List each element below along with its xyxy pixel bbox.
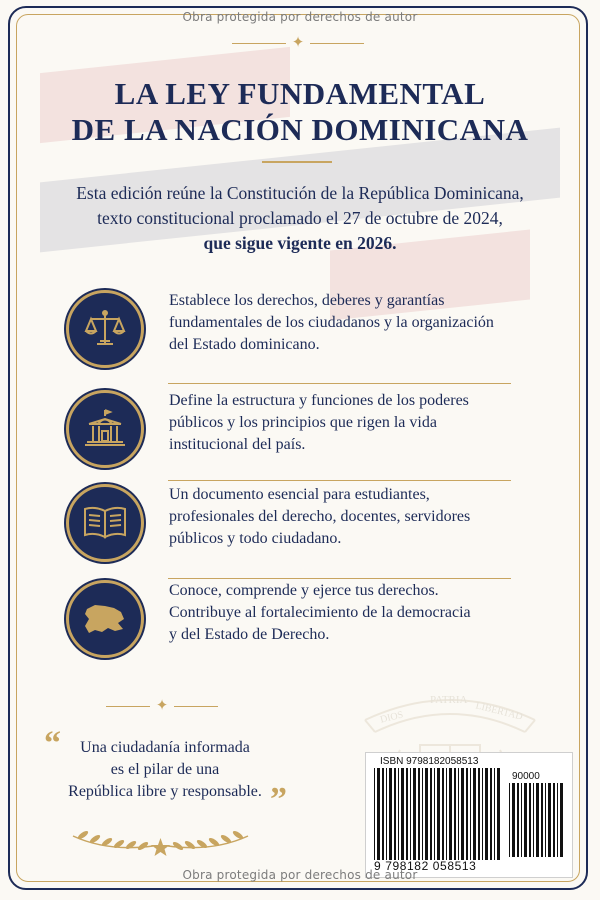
barcode-bar — [509, 783, 510, 857]
open-book-icon — [82, 503, 128, 543]
intro-highlight: que sigue vigente en 2026. — [203, 233, 397, 253]
barcode-bar — [485, 768, 488, 860]
feature-icon-circle — [66, 484, 144, 562]
title-line-2: DE LA NACIÓN DOMINICANA — [71, 112, 529, 147]
feature-icon-circle — [66, 580, 144, 658]
barcode-bar — [425, 768, 428, 860]
diamond-ornament-icon: ✦ — [155, 698, 169, 714]
quote-text: Una ciudadanía informada es el pilar de una República libre y responsable. — [68, 739, 262, 800]
title-line-1: LA LEY FUNDAMENTAL — [114, 76, 486, 111]
barcode-addon-bars — [509, 783, 565, 857]
barcode-bar — [524, 783, 527, 857]
feature-icon-circle — [66, 390, 144, 468]
seal-word-patria: PATRIA — [430, 694, 468, 706]
open-quote-mark: “ — [44, 725, 61, 762]
intro-line-2: texto constitucional proclamado el 27 de octubre de 2024, — [97, 208, 503, 228]
barcode-bar — [533, 783, 534, 857]
barcode-bar — [389, 768, 392, 860]
barcode-bar — [437, 768, 440, 860]
feature-icon-circle — [66, 290, 144, 368]
dominican-map-icon — [81, 599, 129, 639]
feature-text: Define la estructura y funciones de los poderes públicos y los principios que rigen la vida institucional del país. — [169, 392, 469, 453]
barcode-bar — [454, 768, 456, 860]
feature-item-rights — [66, 290, 516, 368]
feature-item-audience — [66, 484, 516, 562]
laurel-star-icon — [68, 818, 253, 858]
barcode-bar — [497, 768, 500, 860]
barcode-bar — [461, 768, 464, 860]
barcode-bar — [517, 783, 519, 857]
barcode-bar — [446, 768, 447, 860]
barcode-bar — [422, 768, 423, 860]
barcode-bar — [413, 768, 416, 860]
barcode-bar — [494, 768, 495, 860]
price-code: 90000 — [512, 771, 540, 782]
barcode-bar — [560, 783, 563, 857]
top-ornament — [228, 36, 368, 51]
feature-divider — [168, 480, 511, 481]
barcode-bar — [374, 768, 375, 860]
barcode-bar — [398, 768, 399, 860]
feature-divider — [168, 383, 511, 384]
seal-word-dios: DIOS — [379, 709, 405, 726]
intro-line-1: Esta edición reúne la Constitución de la República Dominicana, — [76, 183, 524, 203]
isbn-barcode — [365, 752, 573, 878]
barcode-bar — [521, 783, 522, 857]
copyright-watermark-bottom: Obra protegida por derechos de autor — [182, 868, 418, 882]
barcode-bar — [430, 768, 432, 860]
government-building-icon — [83, 407, 127, 451]
barcode-bar — [470, 768, 471, 860]
barcode-bar — [478, 768, 480, 860]
barcode-bar — [466, 768, 468, 860]
barcode-bar — [536, 783, 539, 857]
barcode-bar — [490, 768, 492, 860]
barcode-bar — [401, 768, 404, 860]
barcode-bar — [386, 768, 387, 860]
page-title — [0, 76, 600, 148]
close-quote-mark: ” — [270, 781, 287, 818]
barcode-bar — [434, 768, 435, 860]
barcode-bar — [406, 768, 408, 860]
intro-paragraph — [30, 181, 570, 256]
scales-of-justice-icon — [83, 307, 127, 351]
title-underline — [262, 161, 332, 163]
barcode-digits: 9 798182 058513 — [374, 859, 477, 873]
barcode-bar — [545, 783, 546, 857]
barcode-bar — [410, 768, 411, 860]
feature-item-citizenship — [66, 580, 516, 658]
feature-item-structure — [66, 390, 516, 468]
barcode-bar — [442, 768, 444, 860]
isbn-label: ISBN 9798182058513 — [380, 756, 479, 767]
barcode-bar — [449, 768, 452, 860]
barcode-bar — [541, 783, 543, 857]
feature-text: Conoce, comprende y ejerce tus derechos. Contribuye al fortalecimiento de la democracia y del Estado de Derecho. — [169, 582, 471, 643]
copyright-watermark-top: Obra protegida por derechos de autor — [182, 10, 418, 24]
barcode-bar — [458, 768, 459, 860]
quote-ornament — [100, 699, 224, 714]
diamond-ornament-icon: ✦ — [291, 35, 305, 51]
feature-divider — [168, 578, 511, 579]
feature-text: Establece los derechos, deberes y garantías fundamentales de los ciudadanos y la organización del Estado dominicano. — [169, 292, 494, 353]
barcode-bar — [557, 783, 558, 857]
barcode-bar — [482, 768, 483, 860]
barcode-bar — [512, 783, 515, 857]
barcode-bar — [553, 783, 555, 857]
feature-text: Un documento esencial para estudiantes, profesionales del derecho, docentes, servidores públicos y todo ciudadano. — [169, 486, 471, 547]
barcode-bar — [548, 783, 551, 857]
seal-word-libertad: LIBERTAD — [474, 700, 524, 723]
barcode-bars — [374, 768, 504, 860]
barcode-bar — [382, 768, 384, 860]
barcode-bar — [377, 768, 380, 860]
barcode-bar — [473, 768, 476, 860]
barcode-bar — [394, 768, 396, 860]
barcode-bar — [418, 768, 420, 860]
barcode-bar — [529, 783, 531, 857]
